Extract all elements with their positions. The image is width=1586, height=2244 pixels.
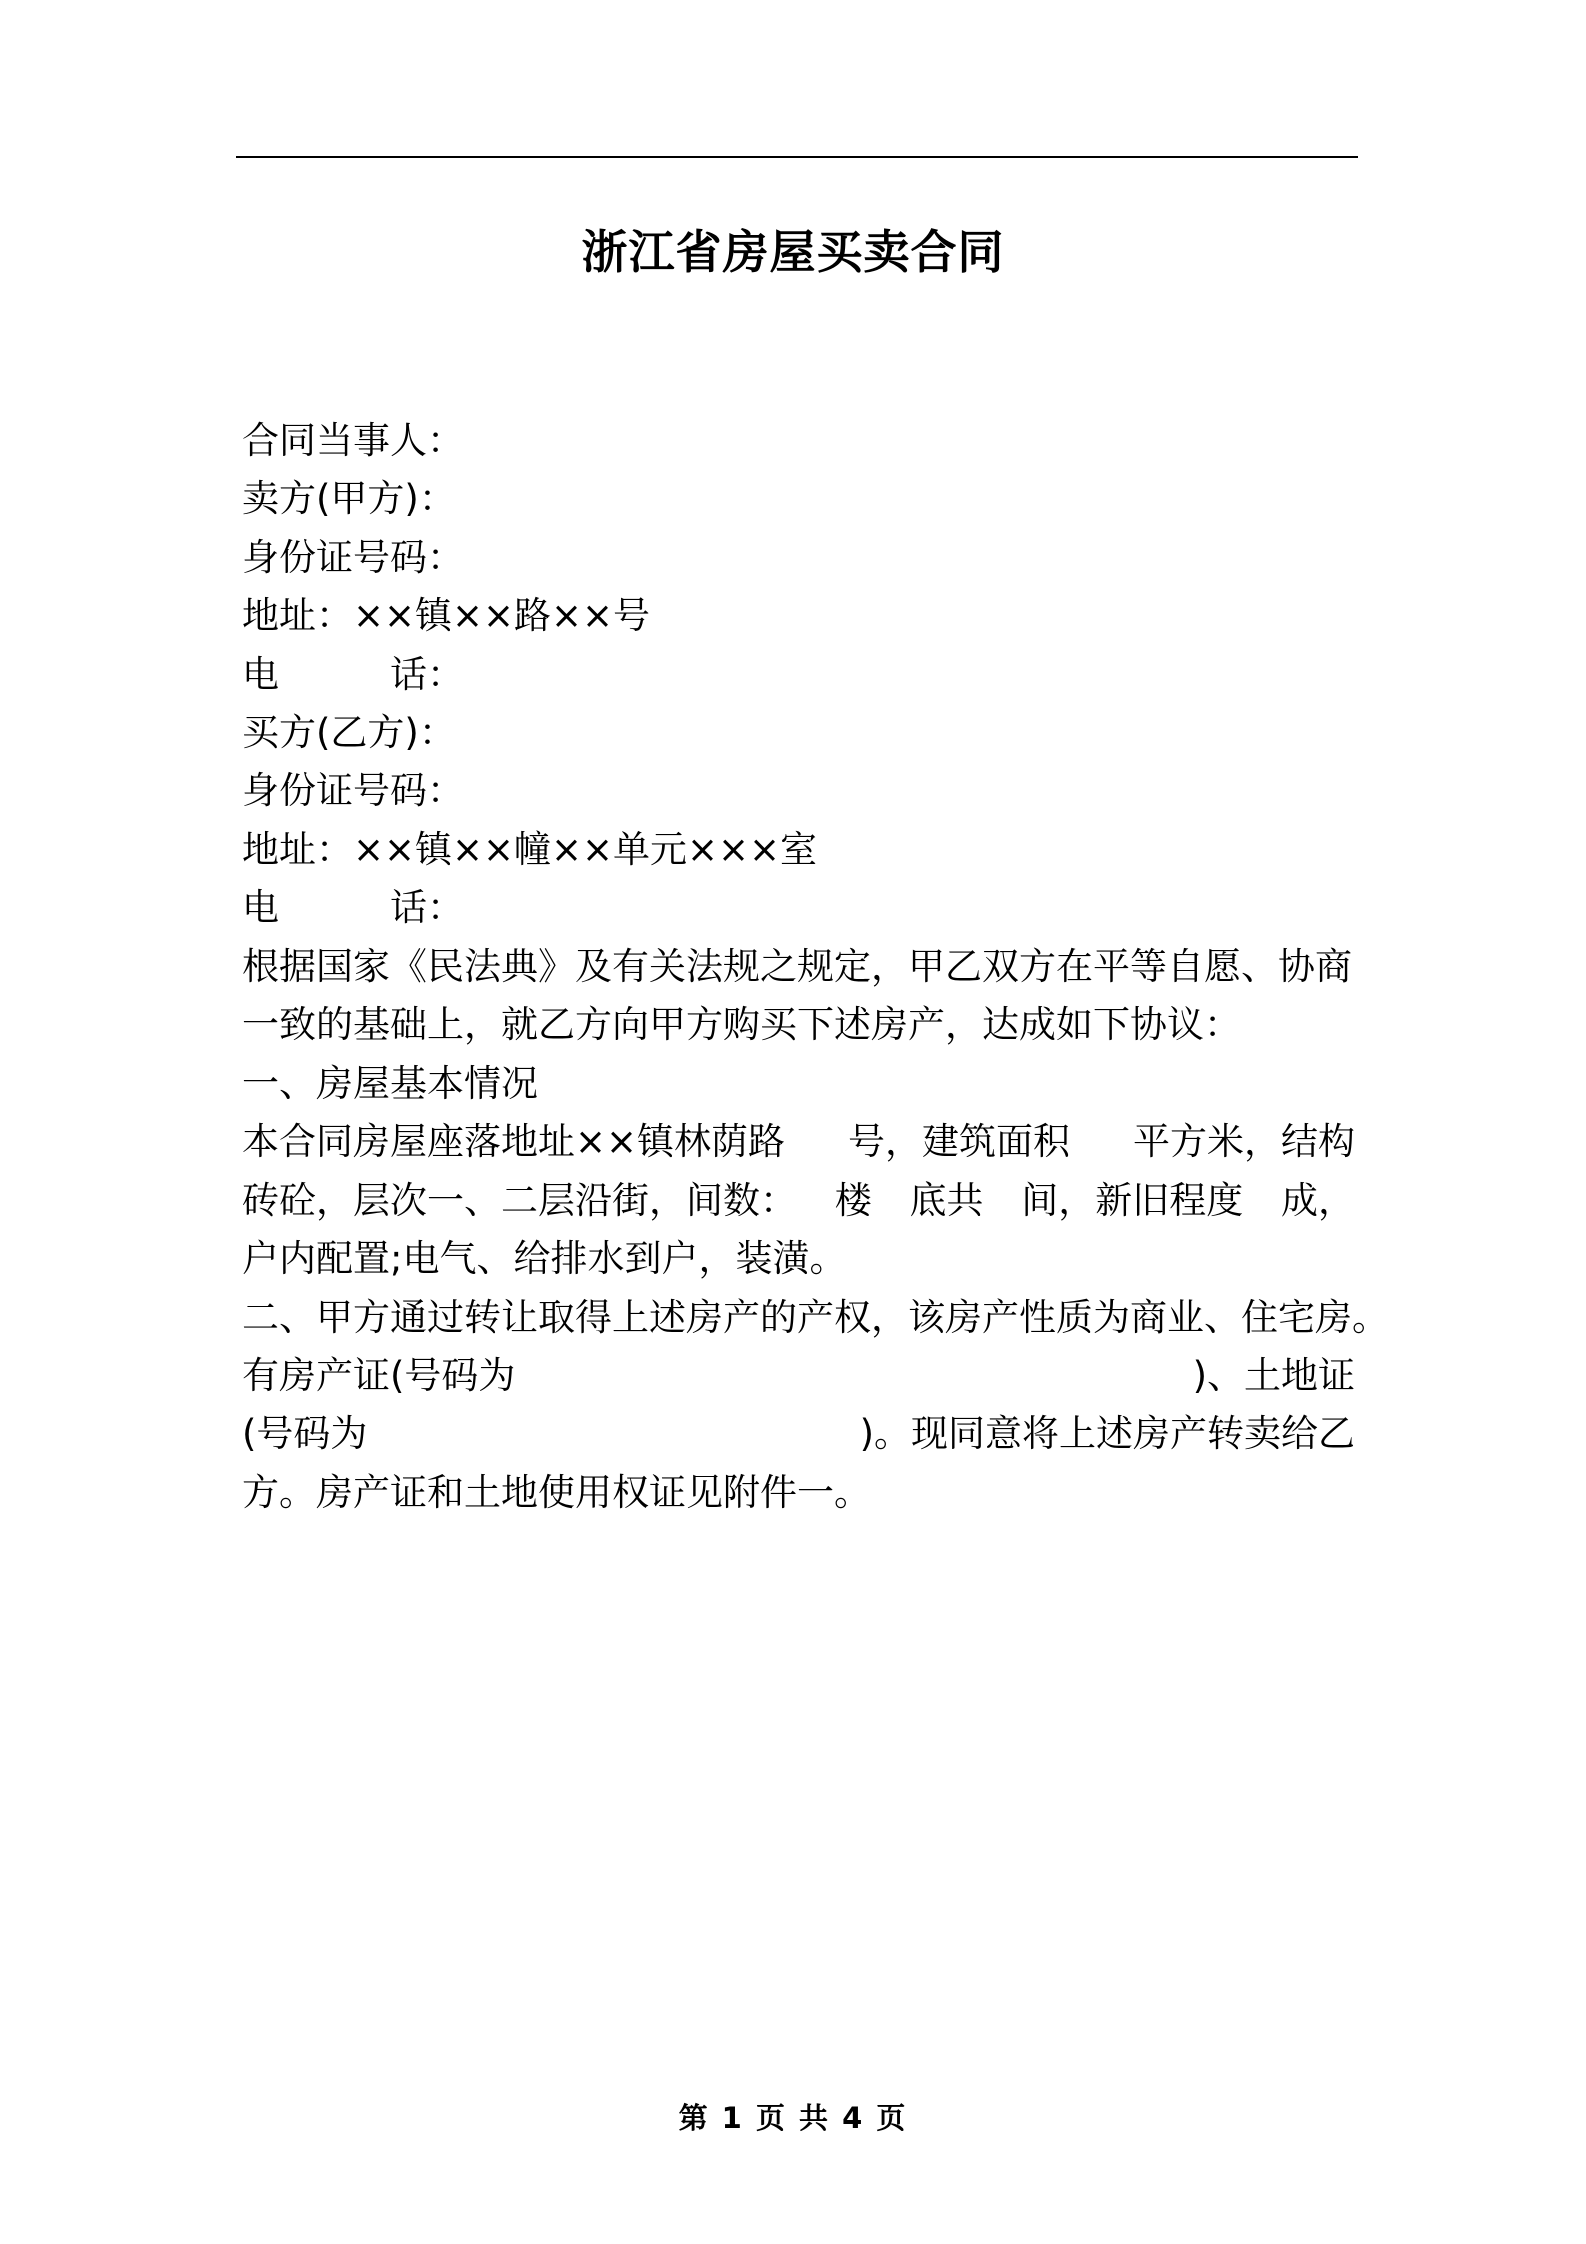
page-footer: 第 1 页 共 4 页 [678, 2101, 908, 2135]
text-segment: 有房产证(号码为 [242, 1354, 516, 1397]
intro-paragraph-line-1: 根据国家《民法典》及有关法规之规定，甲乙双方在平等自愿、协商 [242, 945, 1352, 988]
parties-label: 合同当事人： [242, 419, 464, 462]
text-segment: 平方米，结构 [1132, 1120, 1355, 1163]
text-segment: 砖砼，层次一、二层沿街，间数： [242, 1179, 797, 1222]
document-title: 浙江省房屋买卖合同 [581, 225, 1005, 279]
buyer-address: 地址：××镇××幢××单元×××室 [242, 828, 818, 871]
buyer-label: 买方(乙方)： [242, 711, 456, 754]
phone-label-part-1: 电 [242, 653, 279, 696]
intro-paragraph-line-2: 一致的基础上，就乙方向甲方购买下述房产，达成如下协议： [242, 1003, 1241, 1046]
seller-address: 地址：××镇××路××号 [242, 594, 651, 637]
phone-label-part-1: 电 [242, 886, 279, 929]
seller-phone [242, 647, 1355, 703]
section-2-line-4: 方。房产证和土地使用权证见附件一。 [242, 1471, 871, 1514]
seller-id-label: 身份证号码： [242, 536, 464, 579]
section-1-line-3: 户内配置;电气、给排水到户，装潢。 [242, 1237, 847, 1280]
text-segment: 号，建筑面积 [848, 1120, 1070, 1163]
section-2-line-2 [242, 1348, 1355, 1404]
text-segment: 底共 [909, 1179, 984, 1222]
section-2-line-3 [242, 1406, 1355, 1462]
header-rule [236, 156, 1358, 158]
text-segment: )、土地证 [1192, 1354, 1355, 1397]
text-segment: 间，新旧程度 [1021, 1179, 1244, 1222]
text-segment: 楼 [834, 1179, 872, 1222]
section-1-line-2 [242, 1173, 1355, 1229]
text-segment: 本合同房屋座落地址××镇林荫路 [242, 1120, 786, 1163]
section-2-line-1: 二、甲方通过转让取得上述房产的产权，该房产性质为商业、住宅房。 [242, 1296, 1389, 1339]
buyer-id-label: 身份证号码： [242, 769, 464, 812]
phone-label-part-2: 话： [390, 653, 464, 696]
section-1-line-1 [242, 1114, 1355, 1170]
text-segment: 成， [1281, 1179, 1355, 1222]
buyer-phone [242, 880, 1355, 936]
text-segment: (号码为 [242, 1412, 368, 1455]
section-1-heading: 一、房屋基本情况 [242, 1062, 538, 1105]
phone-label-part-2: 话： [390, 886, 464, 929]
text-segment: )。现同意将上述房产转卖给乙 [859, 1412, 1355, 1455]
seller-label: 卖方(甲方)： [242, 477, 456, 520]
